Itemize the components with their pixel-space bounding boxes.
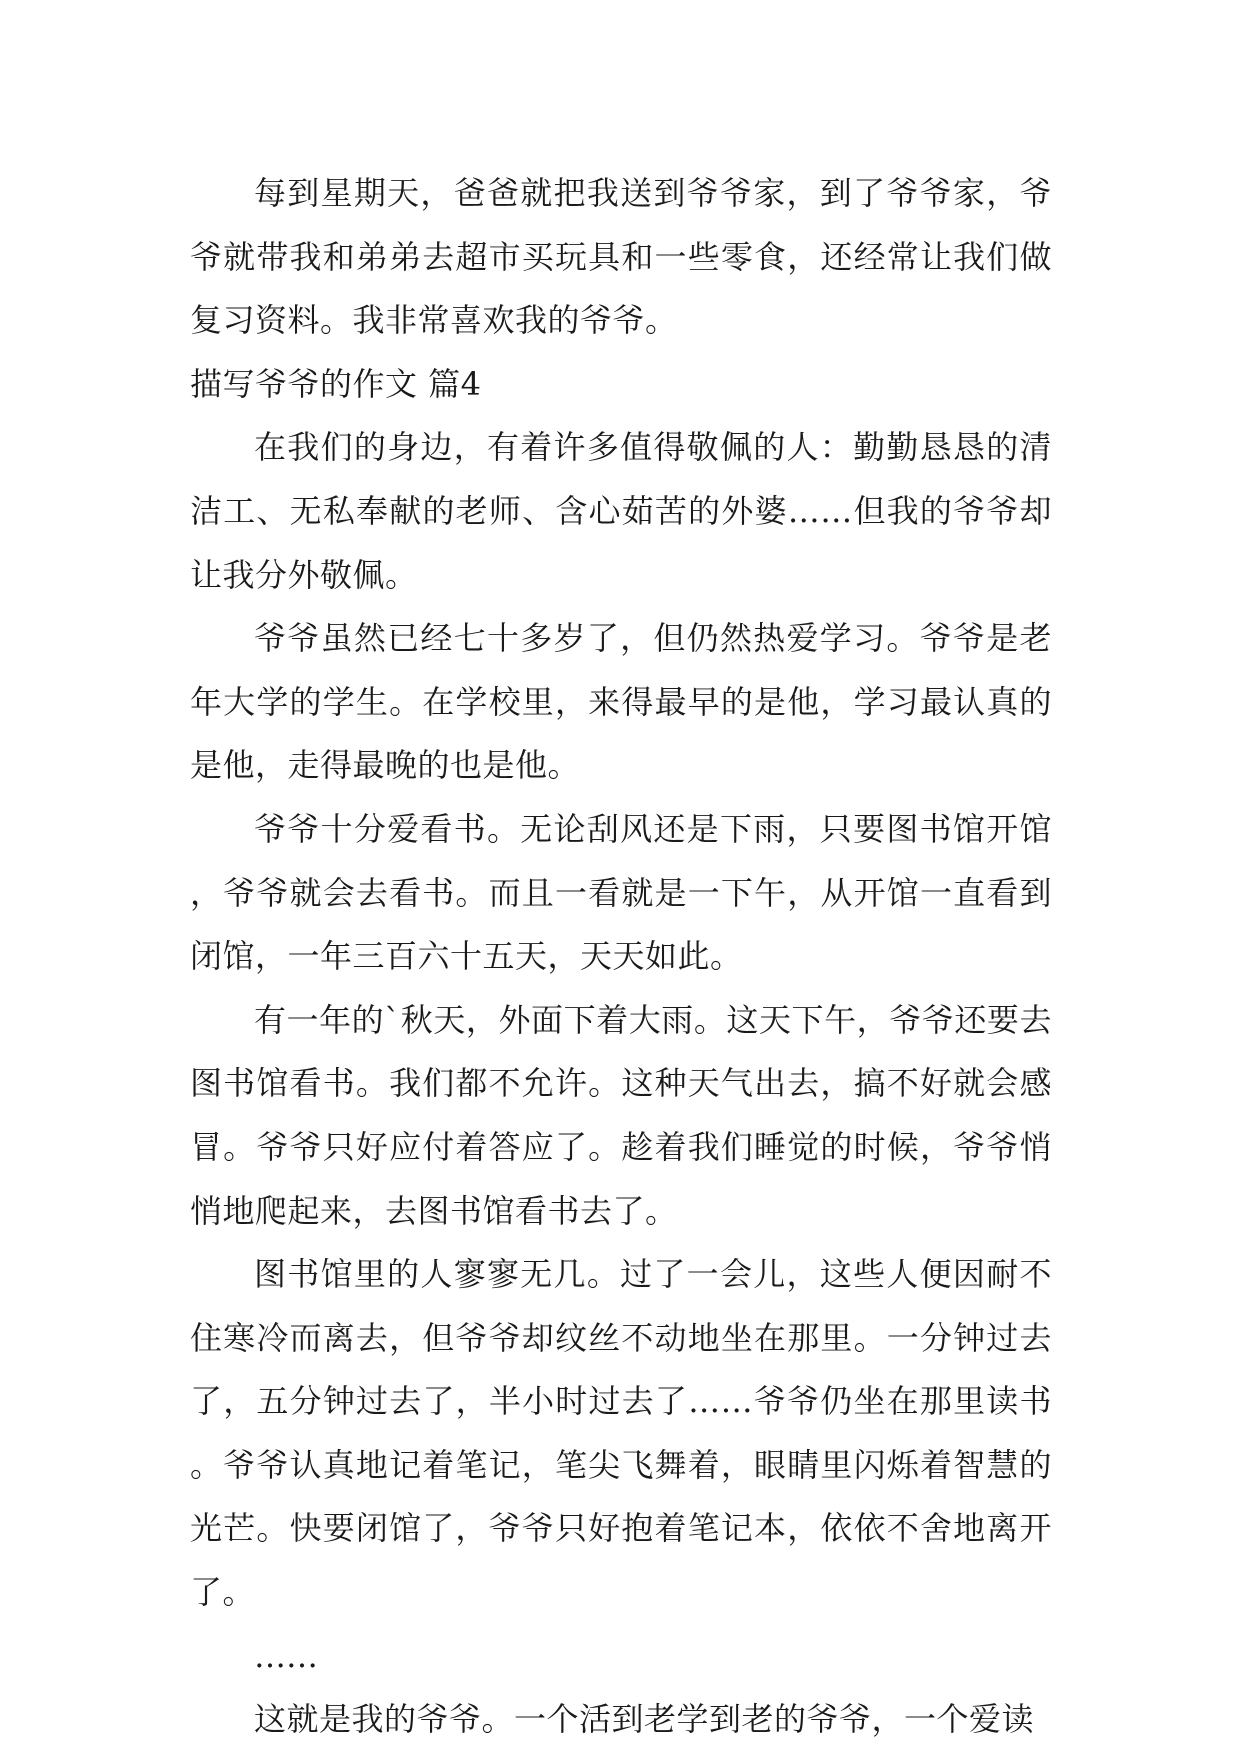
paragraph-loves-learning: 爷爷虽然已经七十多岁了，但仍然热爱学习。爷爷是老年大学的学生。在学校里，来得最早的是他，学习最认真的是他，走得最晚的也是他。: [190, 619, 1052, 785]
ellipsis-line: ……: [254, 1636, 318, 1675]
paragraph-admired-people: 在我们的身边，有着许多值得敬佩的人：勤勤恳恳的清洁工、无私奉献的老师、含心茹苦的外婆……但我的爷爷却让我分外敬佩。: [190, 428, 1052, 594]
section-heading: 描写爷爷的作文 篇4: [190, 364, 482, 403]
paragraph-rainy-autumn: 有一年的`秋天，外面下着大雨。这天下午，爷爷还要去图书馆看书。我们都不允许。这种天气出去，搞不好就会感冒。爷爷只好应付着答应了。趁着我们睡觉的时候，爷爷悄悄地爬起来，去图书馆看书去了。: [190, 1000, 1052, 1230]
paragraph-loves-reading: 爷爷十分爱看书。无论刮风还是下雨，只要图书馆开馆，爷爷就会去看书。而且一看就是一下午，从开馆一直看到闭馆，一年三百六十五天，天天如此。: [190, 809, 1052, 976]
paragraph-weekend-visit: 每到星期天，爸爸就把我送到爷爷家，到了爷爷家，爷爷就带我和弟弟去超市买玩具和一些零食，还经常让我们做复习资料。我非常喜欢我的爷爷。: [190, 174, 1052, 340]
document-body: [190, 162, 1052, 1752]
paragraph-library: 图书馆里的人寥寥无几。过了一会儿，这些人便因耐不住寒冷而离去，但爷爷却纹丝不动地坐在那里。一分钟过去了，五分钟过去了，半小时过去了……爷爷仍坐在那里读书。爷爷认真地记着笔记，笔尖飞舞着，眼睛里闪烁着智慧的光芒。快要闭馆了，爷爷只好抱着笔记本，依依不舍地离开了。: [190, 1255, 1052, 1612]
paragraph-conclusion: 这就是我的爷爷。一个活到老学到老的爷爷，一个爱读: [254, 1700, 1035, 1739]
